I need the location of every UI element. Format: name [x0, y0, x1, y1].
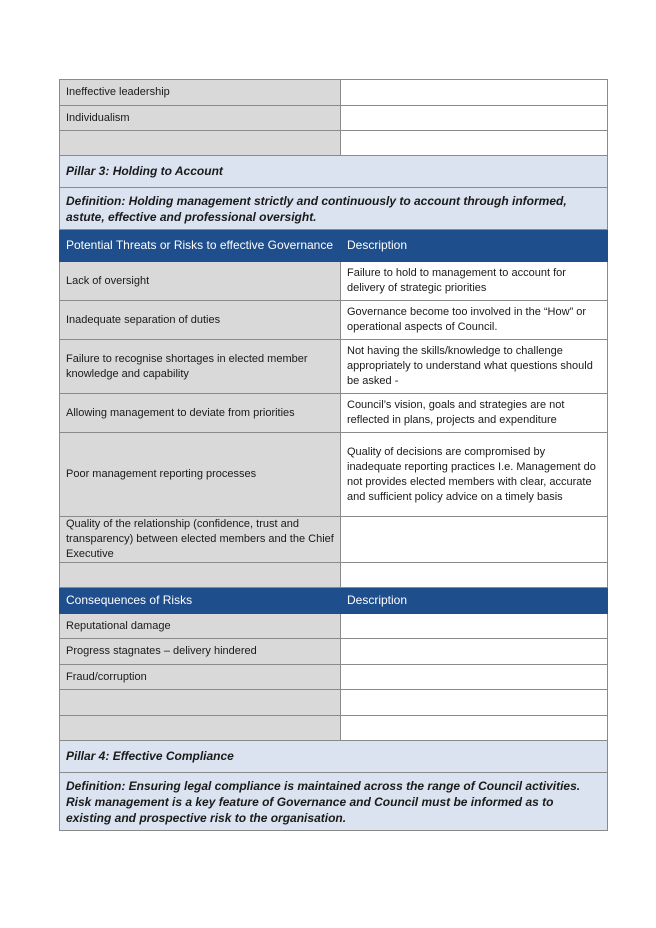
- pillar-row: [60, 156, 608, 188]
- risk-cell: Ineffective leadership: [60, 80, 341, 106]
- description-cell: [341, 716, 608, 741]
- table-row: [60, 433, 608, 517]
- table-header-row: [60, 230, 608, 262]
- description-cell: Quality of decisions are compromised by inadequate reporting practices I.e. Management do not provides elected members with clear, accurate and sufficient policy advice on a timely basis: [341, 433, 608, 517]
- table-row: [60, 106, 608, 131]
- description-cell: [341, 563, 608, 588]
- consequence-cell: [60, 690, 341, 716]
- table-row: [60, 665, 608, 690]
- pillar-4-title: Pillar 4: Effective Compliance: [60, 741, 608, 773]
- description-cell: Council’s vision, goals and strategies are not reflected in plans, projects and expenditure: [341, 394, 608, 433]
- column-header-threats: Potential Threats or Risks to effective Governance: [60, 230, 341, 262]
- definition-row: [60, 188, 608, 230]
- table-row: [60, 563, 608, 588]
- table-row: [60, 262, 608, 301]
- table-row: [60, 394, 608, 433]
- definition-row: [60, 773, 608, 831]
- table-row: [60, 716, 608, 741]
- pillar-3-definition: Definition: Holding management strictly and continuously to account through informed, astute, effective and professional oversight.: [60, 188, 608, 230]
- consequence-cell: [60, 716, 341, 741]
- column-header-description: Description: [341, 230, 608, 262]
- description-cell: Governance become too involved in the “How” or operational aspects of Council.: [341, 301, 608, 340]
- threat-cell: Failure to recognise shortages in elected member knowledge and capability: [60, 340, 341, 394]
- pillar-3-title: Pillar 3: Holding to Account: [60, 156, 608, 188]
- table-row: [60, 690, 608, 716]
- description-cell: [341, 665, 608, 690]
- description-cell: Not having the skills/knowledge to challenge appropriately to understand what questions should be asked -: [341, 340, 608, 394]
- table-row: [60, 301, 608, 340]
- consequence-cell: Reputational damage: [60, 614, 341, 639]
- table-row: [60, 517, 608, 563]
- table-row: [60, 639, 608, 665]
- table-header-row: [60, 588, 608, 614]
- description-cell: [341, 131, 608, 156]
- table-row: [60, 131, 608, 156]
- description-cell: [341, 690, 608, 716]
- description-cell: Failure to hold to management to account for delivery of strategic priorities: [341, 262, 608, 301]
- threat-cell: Lack of oversight: [60, 262, 341, 301]
- table-row: [60, 80, 608, 106]
- description-cell: [341, 80, 608, 106]
- threat-cell: [60, 563, 341, 588]
- risk-cell: Individualism: [60, 106, 341, 131]
- pillar-row: [60, 741, 608, 773]
- consequence-cell: Fraud/corruption: [60, 665, 341, 690]
- consequence-cell: Progress stagnates – delivery hindered: [60, 639, 341, 665]
- column-header-description: Description: [341, 588, 608, 614]
- table-row: [60, 340, 608, 394]
- pillar-4-definition: Definition: Ensuring legal compliance is maintained across the range of Council activities. Risk management is a key feature of Governance and Council must be informed as to existing and prospective risk to the organisation.: [60, 773, 608, 831]
- threat-cell: Poor management reporting processes: [60, 433, 341, 517]
- governance-risk-table: [59, 79, 608, 831]
- description-cell: [341, 106, 608, 131]
- column-header-consequences: Consequences of Risks: [60, 588, 341, 614]
- table-row: [60, 614, 608, 639]
- description-cell: [341, 614, 608, 639]
- threat-cell: Quality of the relationship (confidence, trust and transparency) between elected members and the Chief Executive: [60, 517, 341, 563]
- description-cell: [341, 639, 608, 665]
- description-cell: [341, 517, 608, 563]
- threat-cell: Inadequate separation of duties: [60, 301, 341, 340]
- threat-cell: Allowing management to deviate from priorities: [60, 394, 341, 433]
- risk-cell: [60, 131, 341, 156]
